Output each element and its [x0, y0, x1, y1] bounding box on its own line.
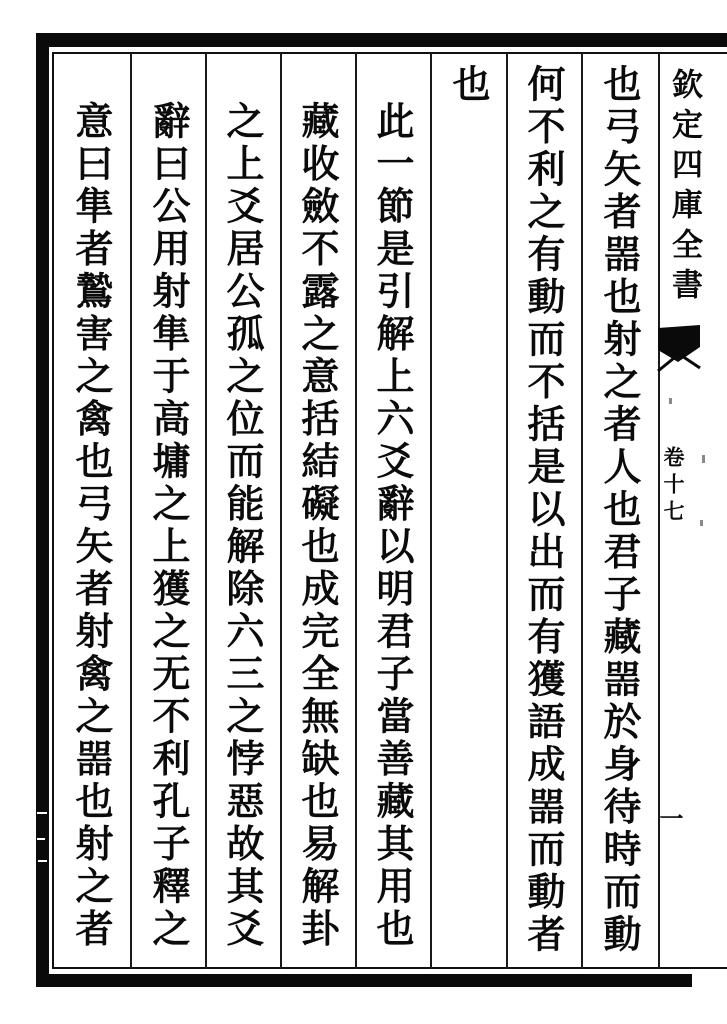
- scratch-mark: [37, 838, 45, 840]
- text-column-2: 何不利之有動而不括是以出而有獲語成噐而動者: [521, 64, 566, 957]
- banxin-title: 欽定四庫全書: [666, 68, 702, 308]
- text-column-3: 也: [446, 64, 491, 107]
- column-divider-5: [280, 53, 282, 969]
- fish-tail-mark: [656, 322, 704, 378]
- scratch-mark: [37, 812, 47, 814]
- column-divider-4: [355, 53, 357, 969]
- ink-speck: [702, 455, 705, 463]
- column-divider-7: [130, 53, 132, 969]
- column-divider-6: [205, 53, 207, 969]
- page-border-bottom: [36, 974, 692, 987]
- text-column-4: 此一節是引解上六爻辭以明君子當善藏其用也: [370, 101, 415, 951]
- scratch-mark: [38, 860, 47, 862]
- text-column-8: 意曰隼者鷙害之禽也弓矢者射禽之噐也射之者: [69, 101, 114, 951]
- text-column-5: 藏收斂不露之意括結礙也成完全無缺也易解卦: [295, 101, 340, 951]
- text-column-6: 之上爻居公孤之位而能解除六三之悖惡故其爻: [220, 101, 265, 951]
- text-column-1: 也弓矢者噐也射之者人也君子藏噐於身待時而動: [597, 64, 642, 957]
- text-column-7: 辭曰公用射隼于高墉之上獲之无不利孔子釋之: [146, 101, 191, 951]
- banxin-page-number: 一: [655, 806, 684, 830]
- column-divider-2: [506, 53, 508, 969]
- ink-speck: [669, 398, 672, 404]
- page-border-left: [36, 33, 49, 987]
- page-border-top: [36, 33, 727, 47]
- banxin-volume-label: 卷十七: [661, 446, 686, 527]
- column-divider-3: [430, 53, 432, 969]
- column-divider-1: [581, 53, 583, 969]
- ink-speck: [700, 520, 703, 526]
